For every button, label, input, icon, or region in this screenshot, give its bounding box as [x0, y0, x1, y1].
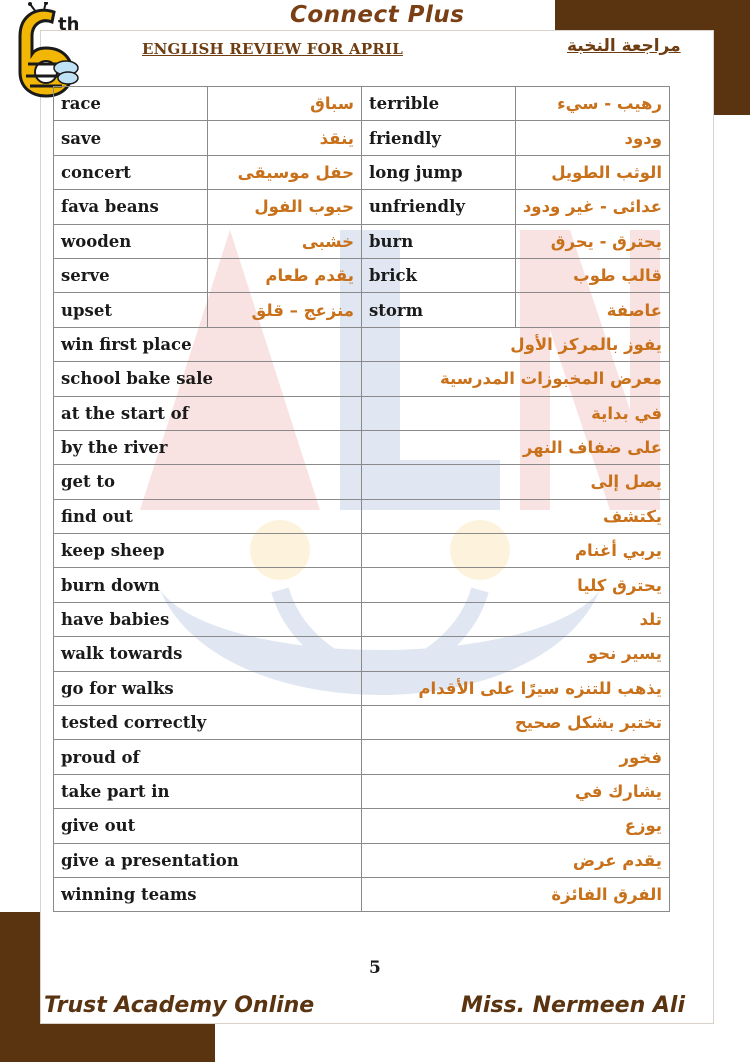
arabic-translation: يوزع: [362, 809, 670, 843]
english-phrase: winning teams: [54, 877, 362, 911]
table-row: [54, 430, 670, 464]
arabic-translation: قالب طوب: [516, 258, 670, 292]
vocabulary-table: [53, 86, 670, 912]
english-word: save: [54, 121, 208, 155]
arabic-translation: عدائى - غير ودود: [516, 190, 670, 224]
arabic-translation: ودود: [516, 121, 670, 155]
footer-teacher: Miss. Nermeen Ali: [461, 993, 686, 1018]
arabic-translation: تلد: [362, 602, 670, 636]
english-phrase: find out: [54, 499, 362, 533]
table-row: [54, 224, 670, 258]
table-row: [54, 602, 670, 636]
english-word: wooden: [54, 224, 208, 258]
table-row: [54, 362, 670, 396]
footer-academy: Trust Academy Online: [44, 993, 315, 1018]
arabic-translation: يحترق كليا: [362, 568, 670, 602]
english-phrase: give out: [54, 809, 362, 843]
arabic-translation: يشارك في: [362, 774, 670, 808]
page-number: 5: [369, 958, 381, 978]
english-word: unfriendly: [362, 190, 516, 224]
table-row: [54, 534, 670, 568]
english-word: upset: [54, 293, 208, 327]
arabic-translation: يسير نحو: [362, 637, 670, 671]
arabic-translation: ينقذ: [208, 121, 362, 155]
english-word: concert: [54, 155, 208, 189]
table-row: [54, 465, 670, 499]
english-word: brick: [362, 258, 516, 292]
arabic-translation: يقدم عرض: [362, 843, 670, 877]
arabic-translation: تختبر بشكل صحيح: [362, 706, 670, 740]
table-row: [54, 293, 670, 327]
arabic-translation: رهيب - سيء: [516, 87, 670, 121]
review-title: ENGLISH REVIEW FOR APRIL: [142, 40, 403, 58]
table-row: [54, 155, 670, 189]
table-row: [54, 396, 670, 430]
english-word: fava beans: [54, 190, 208, 224]
table-row: [54, 499, 670, 533]
table-row: [54, 190, 670, 224]
english-phrase: walk towards: [54, 637, 362, 671]
table-row: [54, 637, 670, 671]
english-word: race: [54, 87, 208, 121]
arabic-translation: يصل إلى: [362, 465, 670, 499]
english-phrase: burn down: [54, 568, 362, 602]
english-word: storm: [362, 293, 516, 327]
english-phrase: give a presentation: [54, 843, 362, 877]
arabic-translation: في بداية: [362, 396, 670, 430]
english-word: long jump: [362, 155, 516, 189]
english-word: terrible: [362, 87, 516, 121]
arabic-translation: يكتشف: [362, 499, 670, 533]
english-phrase: at the start of: [54, 396, 362, 430]
table-row: [54, 121, 670, 155]
table-row: [54, 327, 670, 361]
english-word: burn: [362, 224, 516, 258]
table-row: [54, 258, 670, 292]
english-phrase: school bake sale: [54, 362, 362, 396]
arabic-translation: فخور: [362, 740, 670, 774]
arabic-translation: على ضفاف النهر: [362, 430, 670, 464]
english-phrase: win first place: [54, 327, 362, 361]
review-title-arabic: مراجعة النخبة: [567, 36, 681, 56]
table-row: [54, 774, 670, 808]
bee-logo-icon: [6, 2, 86, 98]
english-phrase: keep sheep: [54, 534, 362, 568]
arabic-translation: معرض المخبوزات المدرسية: [362, 362, 670, 396]
english-phrase: have babies: [54, 602, 362, 636]
arabic-translation: يفوز بالمركز الأول: [362, 327, 670, 361]
arabic-translation: عاصفة: [516, 293, 670, 327]
arabic-translation: حبوب الفول: [208, 190, 362, 224]
english-phrase: tested correctly: [54, 706, 362, 740]
arabic-translation: يحترق - يحرق: [516, 224, 670, 258]
table-row: [54, 706, 670, 740]
english-phrase: by the river: [54, 430, 362, 464]
table-row: [54, 809, 670, 843]
table-row: [54, 671, 670, 705]
table-row: [54, 877, 670, 911]
arabic-translation: يربي أغنام: [362, 534, 670, 568]
arabic-translation: خشبى: [208, 224, 362, 258]
arabic-translation: منزعج – قلق: [208, 293, 362, 327]
arabic-translation: سباق: [208, 87, 362, 121]
arabic-translation: يقدم طعام: [208, 258, 362, 292]
english-phrase: proud of: [54, 740, 362, 774]
arabic-translation: يذهب للتنزه سيرًا على الأقدام: [362, 671, 670, 705]
english-phrase: get to: [54, 465, 362, 499]
table-row: [54, 87, 670, 121]
table-row: [54, 568, 670, 602]
table-row: [54, 740, 670, 774]
table-row: [54, 843, 670, 877]
arabic-translation: الوثب الطويل: [516, 155, 670, 189]
arabic-translation: حفل موسيقى: [208, 155, 362, 189]
logo-suffix: th: [58, 14, 80, 35]
english-phrase: go for walks: [54, 671, 362, 705]
english-phrase: take part in: [54, 774, 362, 808]
arabic-translation: الفرق الفائزة: [362, 877, 670, 911]
english-word: serve: [54, 258, 208, 292]
english-word: friendly: [362, 121, 516, 155]
brand-title: Connect Plus: [290, 2, 465, 28]
